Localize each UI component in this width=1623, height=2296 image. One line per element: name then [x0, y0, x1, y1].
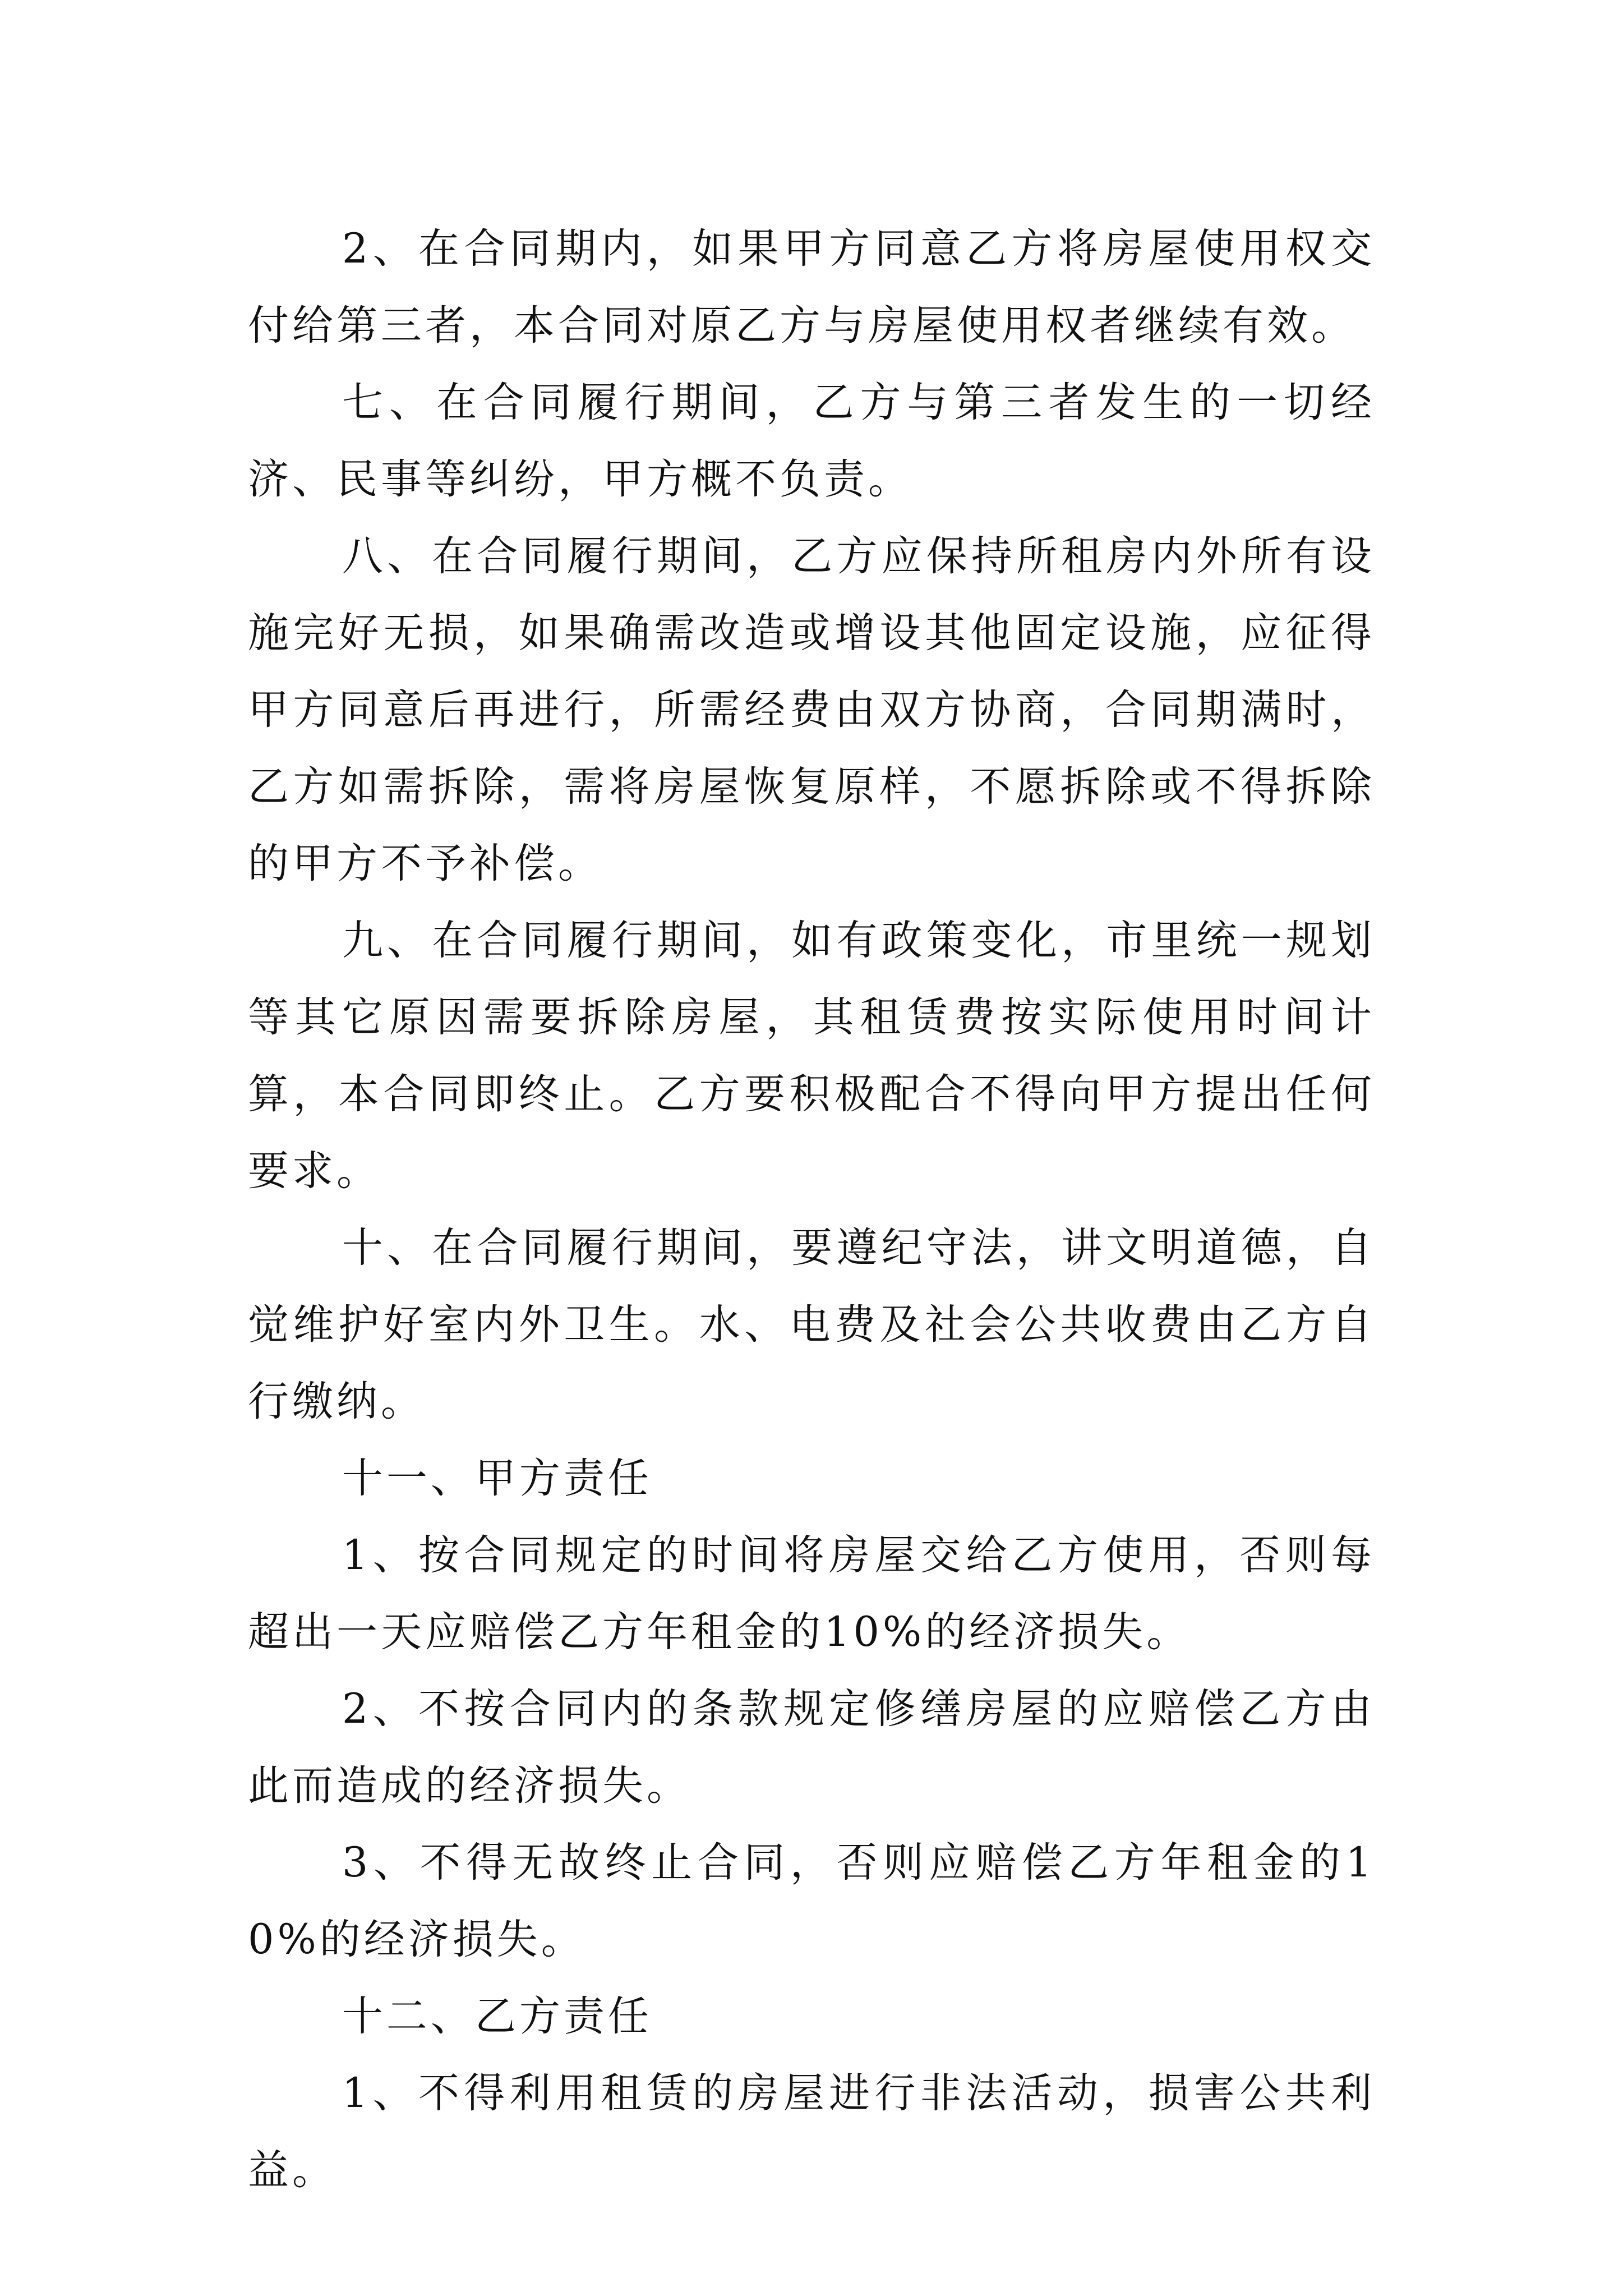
- section-heading: 十二、乙方责任: [342, 1993, 652, 2040]
- clause-paragraph: 七、在合同履行期间，乙方与第三者发生的一切经济、民事等纠纷，甲方概不负责。: [248, 379, 1375, 503]
- clause-paragraph: 十、在合同履行期间，要遵纪守法，讲文明道德，自觉维护好室内外卫生。水、电费及社会公共收费由乙方自行缴纳。: [248, 1224, 1375, 1425]
- clause-paragraph: 1、按合同规定的时间将房屋交给乙方使用，否则每超出一天应赔偿乙方年租金的10%的经济损失。: [248, 1531, 1375, 1656]
- clause-paragraph: 九、在合同履行期间，如有政策变化，市里统一规划等其它原因需要拆除房屋，其租赁费按实际使用时间计算，本合同即终止。乙方要积极配合不得向甲方提出任何要求。: [248, 917, 1375, 1195]
- clause-paragraph: 2、在合同期内，如果甲方同意乙方将房屋使用权交付给第三者，本合同对原乙方与房屋使用权者继续有效。: [248, 225, 1375, 349]
- clause-paragraph: 2、不按合同内的条款规定修缮房屋的应赔偿乙方由此而造成的经济损失。: [248, 1685, 1375, 1810]
- clause-paragraph: 1、不得利用租赁的房屋进行非法活动，损害公共利益。: [248, 2069, 1375, 2194]
- section-heading: 十一、甲方责任: [342, 1455, 652, 1502]
- clause-paragraph: 3、不得无故终止合同，否则应赔偿乙方年租金的10%的经济损失。: [248, 1839, 1375, 1963]
- clause-paragraph: 八、在合同履行期间，乙方应保持所租房内外所有设施完好无损，如果确需改造或增设其他固定设施，应征得甲方同意后再进行，所需经费由双方协商，合同期满时，乙方如需拆除，需将房屋恢复原样，不愿拆除或不得拆除的甲方不予补偿。: [248, 532, 1375, 887]
- contract-body: [248, 210, 1375, 2208]
